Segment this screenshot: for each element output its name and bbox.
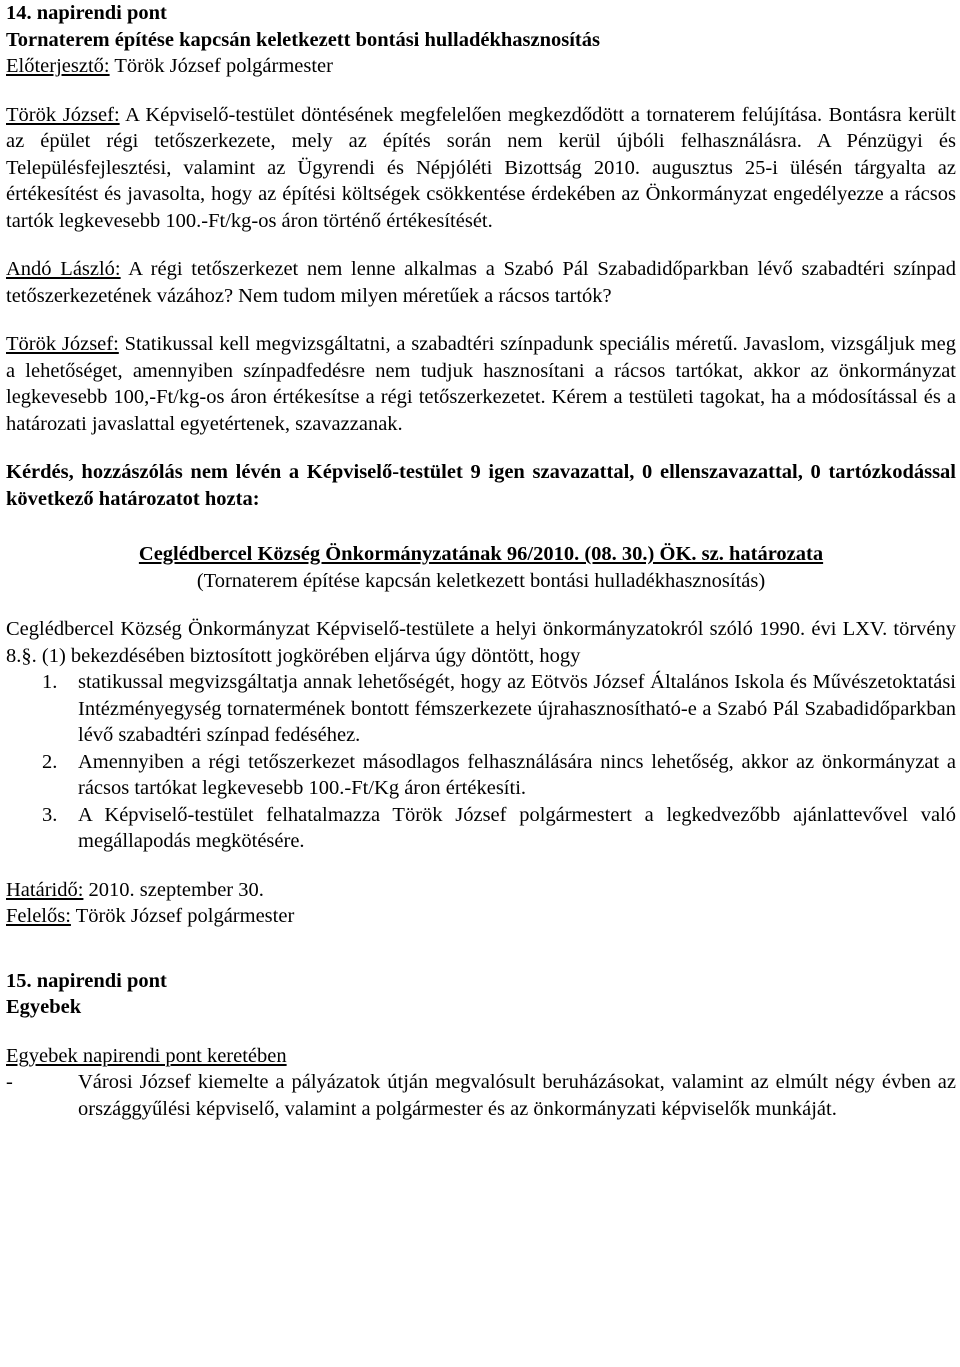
point-text: A Képviselő-testület felhatalmazza Török József polgármestert a legkedvezőbb ajánlattevővel való megállapodás megkötésére. bbox=[78, 803, 956, 852]
point-number: 1. bbox=[42, 671, 58, 693]
resolution-intro: Ceglédbercel Község Önkormányzat Képviselő-testülete a helyi önkormányzatokról szóló 1990. évi LXV. törvény 8.§. (1) bekezdésében biztosított jogkörében eljárva úgy döntött, hogy bbox=[6, 618, 956, 667]
speech-paragraph-2 bbox=[6, 256, 956, 309]
point-number: 3. bbox=[42, 803, 58, 826]
dash-marker: - bbox=[6, 1071, 13, 1093]
list-item-text: Városi József kiemelte a pályázatok útján megvalósult beruházásokat, valamint az elmúlt négy évben az országgyűlési képviselő, valamint a polgármester és az önkormányzati képviselők munkáját. bbox=[78, 1071, 956, 1120]
speech-text: A régi tetőszerkezet nem lenne alkalmas a Szabó Pál Szabadidőparkban lévő szabadtéri színpad tetőszerkezetének vázához? Nem tudom milyen méretűek a rácsos tartók? bbox=[6, 258, 956, 307]
resolution-point bbox=[6, 802, 956, 855]
responsible-value: Török József polgármester bbox=[70, 905, 295, 927]
agenda-item-15-heading: 15. napirendi pont bbox=[6, 969, 167, 992]
agenda-item-14-title: Tornaterem építése kapcsán keletkezett bontási hulladékhasznosítás bbox=[6, 28, 600, 51]
document-page bbox=[6, 0, 956, 1122]
deadline-value: 2010. szeptember 30. bbox=[83, 878, 264, 901]
vote-result: Kérdés, hozzászólás nem lévén a Képviselő-testület 9 igen szavazattal, 0 ellenszavazattal, 0 tartózkodással következő határozatot hozta: bbox=[6, 461, 956, 510]
resolution-title: Ceglédbercel Község Önkormányzatának 96/2010. (08. 30.) ÖK. sz. határozata bbox=[138, 543, 824, 565]
point-number: 2. bbox=[42, 750, 58, 773]
resolution-point bbox=[6, 669, 956, 749]
resolution-points bbox=[6, 669, 956, 855]
speech-paragraph-1 bbox=[6, 102, 956, 235]
agenda-item-14-heading: 14. napirendi pont bbox=[6, 2, 167, 24]
responsible-label: Felelős: bbox=[6, 905, 71, 927]
responsible-line bbox=[6, 903, 956, 930]
resolution-subtitle: (Tornaterem építése kapcsán keletkezett bontási hulladékhasznosítás) bbox=[196, 569, 766, 592]
point-text: statikussal megvizsgáltatja annak lehetőségét, hogy az Eötvös József Általános Iskola és Művészetoktatási Intézményegység tornatermének bontott fémszerkezete újrahasznosítható-e a Szabó Pál Szabadidőparkban lévő szabadtéri színpad fedéséhez. bbox=[78, 671, 956, 746]
speech-text: A Képviselő-testület döntésének megfelelően megkezdődött a tornaterem felújítása. Bontásra került az épület régi tetőszerkezete, mely az építés során nem kerül újbóli felhasználásra. A Pénzügyi és Településfejlesztési, valamint az Ügyrendi és Népjóléti Bizottság 2010. augusztus 25-i ülésén tárgyalta az értékesítést és javasolta, hogy az építési költségek csökkentése érdekében az Önkormányzat engedélyezze a rácsos tartók legkevesebb 100.-Ft/kg-os áron történő értékesítését. bbox=[6, 103, 956, 232]
presenter-value: Török József polgármester bbox=[109, 55, 333, 77]
deadline-label: Határidő: bbox=[6, 878, 84, 901]
point-text: Amennyiben a régi tetőszerkezet másodlagos felhasználására nincs lehetőség, akkor az önkormányzat a rácsos tartókat legkevesebb 100.-Ft/Kg áron értékesíti. bbox=[78, 750, 956, 799]
speaker-name: Andó László: bbox=[6, 258, 121, 280]
speaker-name: Török József: bbox=[6, 333, 119, 355]
deadline-line bbox=[6, 877, 956, 904]
presenter-line bbox=[6, 53, 956, 80]
list-item bbox=[6, 1069, 956, 1122]
speech-text: Statikussal kell megvizsgáltatni, a szabadtéri színpadunk speciális méretű. Javaslom, vizsgáljuk meg a lehetőséget, amennyiben színpadfedésre nem tudjuk hasznosítani a rácsos tartókat, akkor az önkormányzat legkevesebb 100,-Ft/kg-os áron értékesítse a régi tetőszerkezetet. Kérem a testületi tagokat, ha a módosítással és a határozati javaslattal egyetértenek, szavazzanak. bbox=[6, 333, 956, 435]
presenter-label: Előterjesztő: bbox=[6, 55, 110, 77]
section-label: Egyebek napirendi pont keretében bbox=[6, 1044, 287, 1067]
resolution-point bbox=[6, 749, 956, 802]
agenda-item-15-title: Egyebek bbox=[6, 996, 82, 1018]
speech-paragraph-3 bbox=[6, 331, 956, 437]
other-items-list bbox=[6, 1069, 956, 1122]
speaker-name: Török József: bbox=[6, 103, 120, 126]
